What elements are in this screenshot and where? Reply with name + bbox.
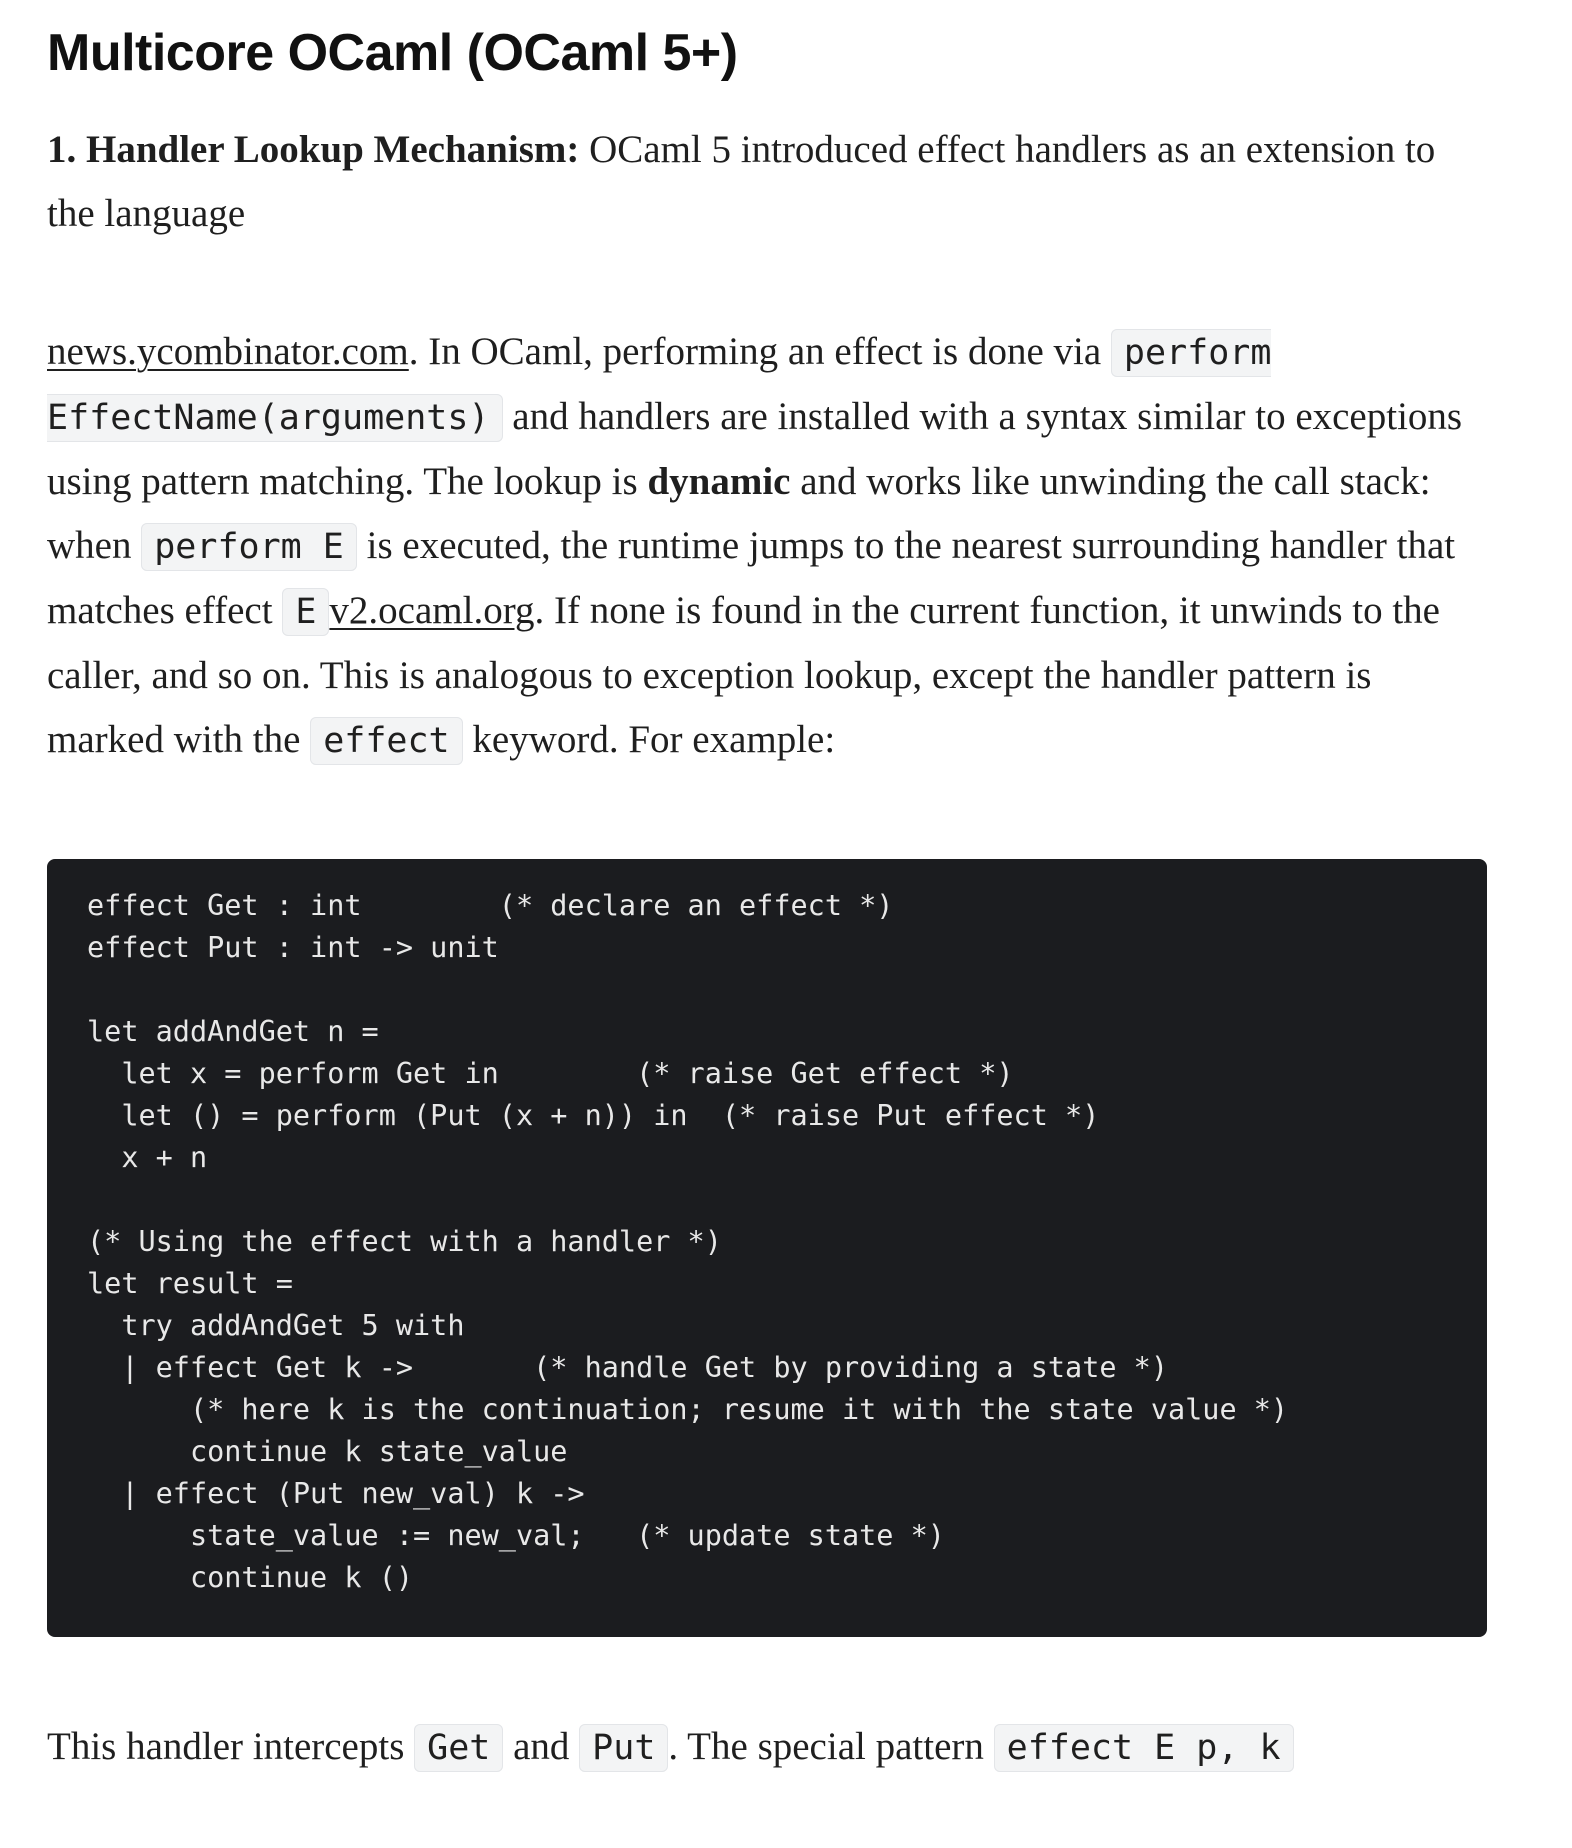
code-block [47, 859, 1487, 1637]
inline-code-effect-pattern: effect E p, k [994, 1724, 1294, 1772]
source-link-ocaml[interactable]: v2.ocaml.org [329, 589, 535, 632]
text-run: and works like unwinding the call stack: when [47, 460, 1431, 567]
handler-paragraph [47, 1715, 1487, 1780]
inline-code-effect: effect [310, 717, 462, 765]
text-run: is executed, the runtime jumps to the nearest surrounding handler that matches effect [47, 524, 1456, 632]
text-run: and handlers are installed with a syntax similar to exceptions using pattern matching. The lookup is [47, 395, 1463, 503]
point-label: 1. Handler Lookup Mechanism: [47, 128, 580, 171]
article [47, 0, 1487, 1780]
section-heading: Multicore OCaml (OCaml 5+) [47, 24, 738, 82]
inline-code-put: Put [579, 1724, 668, 1772]
point-handler-lookup [47, 118, 1487, 246]
text-run: . In OCaml, performing an effect is done via [408, 330, 1111, 373]
text-run: keyword. For example: [462, 718, 836, 761]
text-run: . The special pattern [668, 1725, 994, 1768]
text-run: This handler intercepts [47, 1725, 415, 1768]
point-text: OCaml 5 introduced effect handlers as an extension to the language [47, 128, 1436, 235]
inline-code-e: E [282, 588, 329, 636]
code-content: effect Get : int (* declare an effect *) effect Put : int -> unit let addAndGet n = let x = perform Get in (* raise Get effect *) let () = perform (Put (x + n)) in (* raise Put effect *) x + n (* Using the effect with a handler *) let result = try addAndGet 5 with | effect Get k -> (* handle Get by providing a state *) (* here k is the continuation; resume it with the state value *) continue k state_value | effect (Put new_val) k -> state_value := new_val; (* update state *) continue k () [87, 889, 1289, 1594]
bold-dynamic: dynamic [647, 460, 791, 503]
source-link-hn[interactable]: news.ycombinator.com [47, 330, 409, 373]
inline-code-perform: perform EffectName(arguments) [47, 329, 1271, 442]
text-run: and [503, 1725, 580, 1768]
inline-code-perform-e: perform E [141, 523, 357, 571]
inline-code-get: Get [414, 1724, 503, 1772]
lookup-paragraph [47, 320, 1467, 773]
text-run: . If none is found in the current function, it unwinds to the caller, and so on. This is analogous to exception lookup, except the handler pattern is marked with the [47, 589, 1440, 761]
